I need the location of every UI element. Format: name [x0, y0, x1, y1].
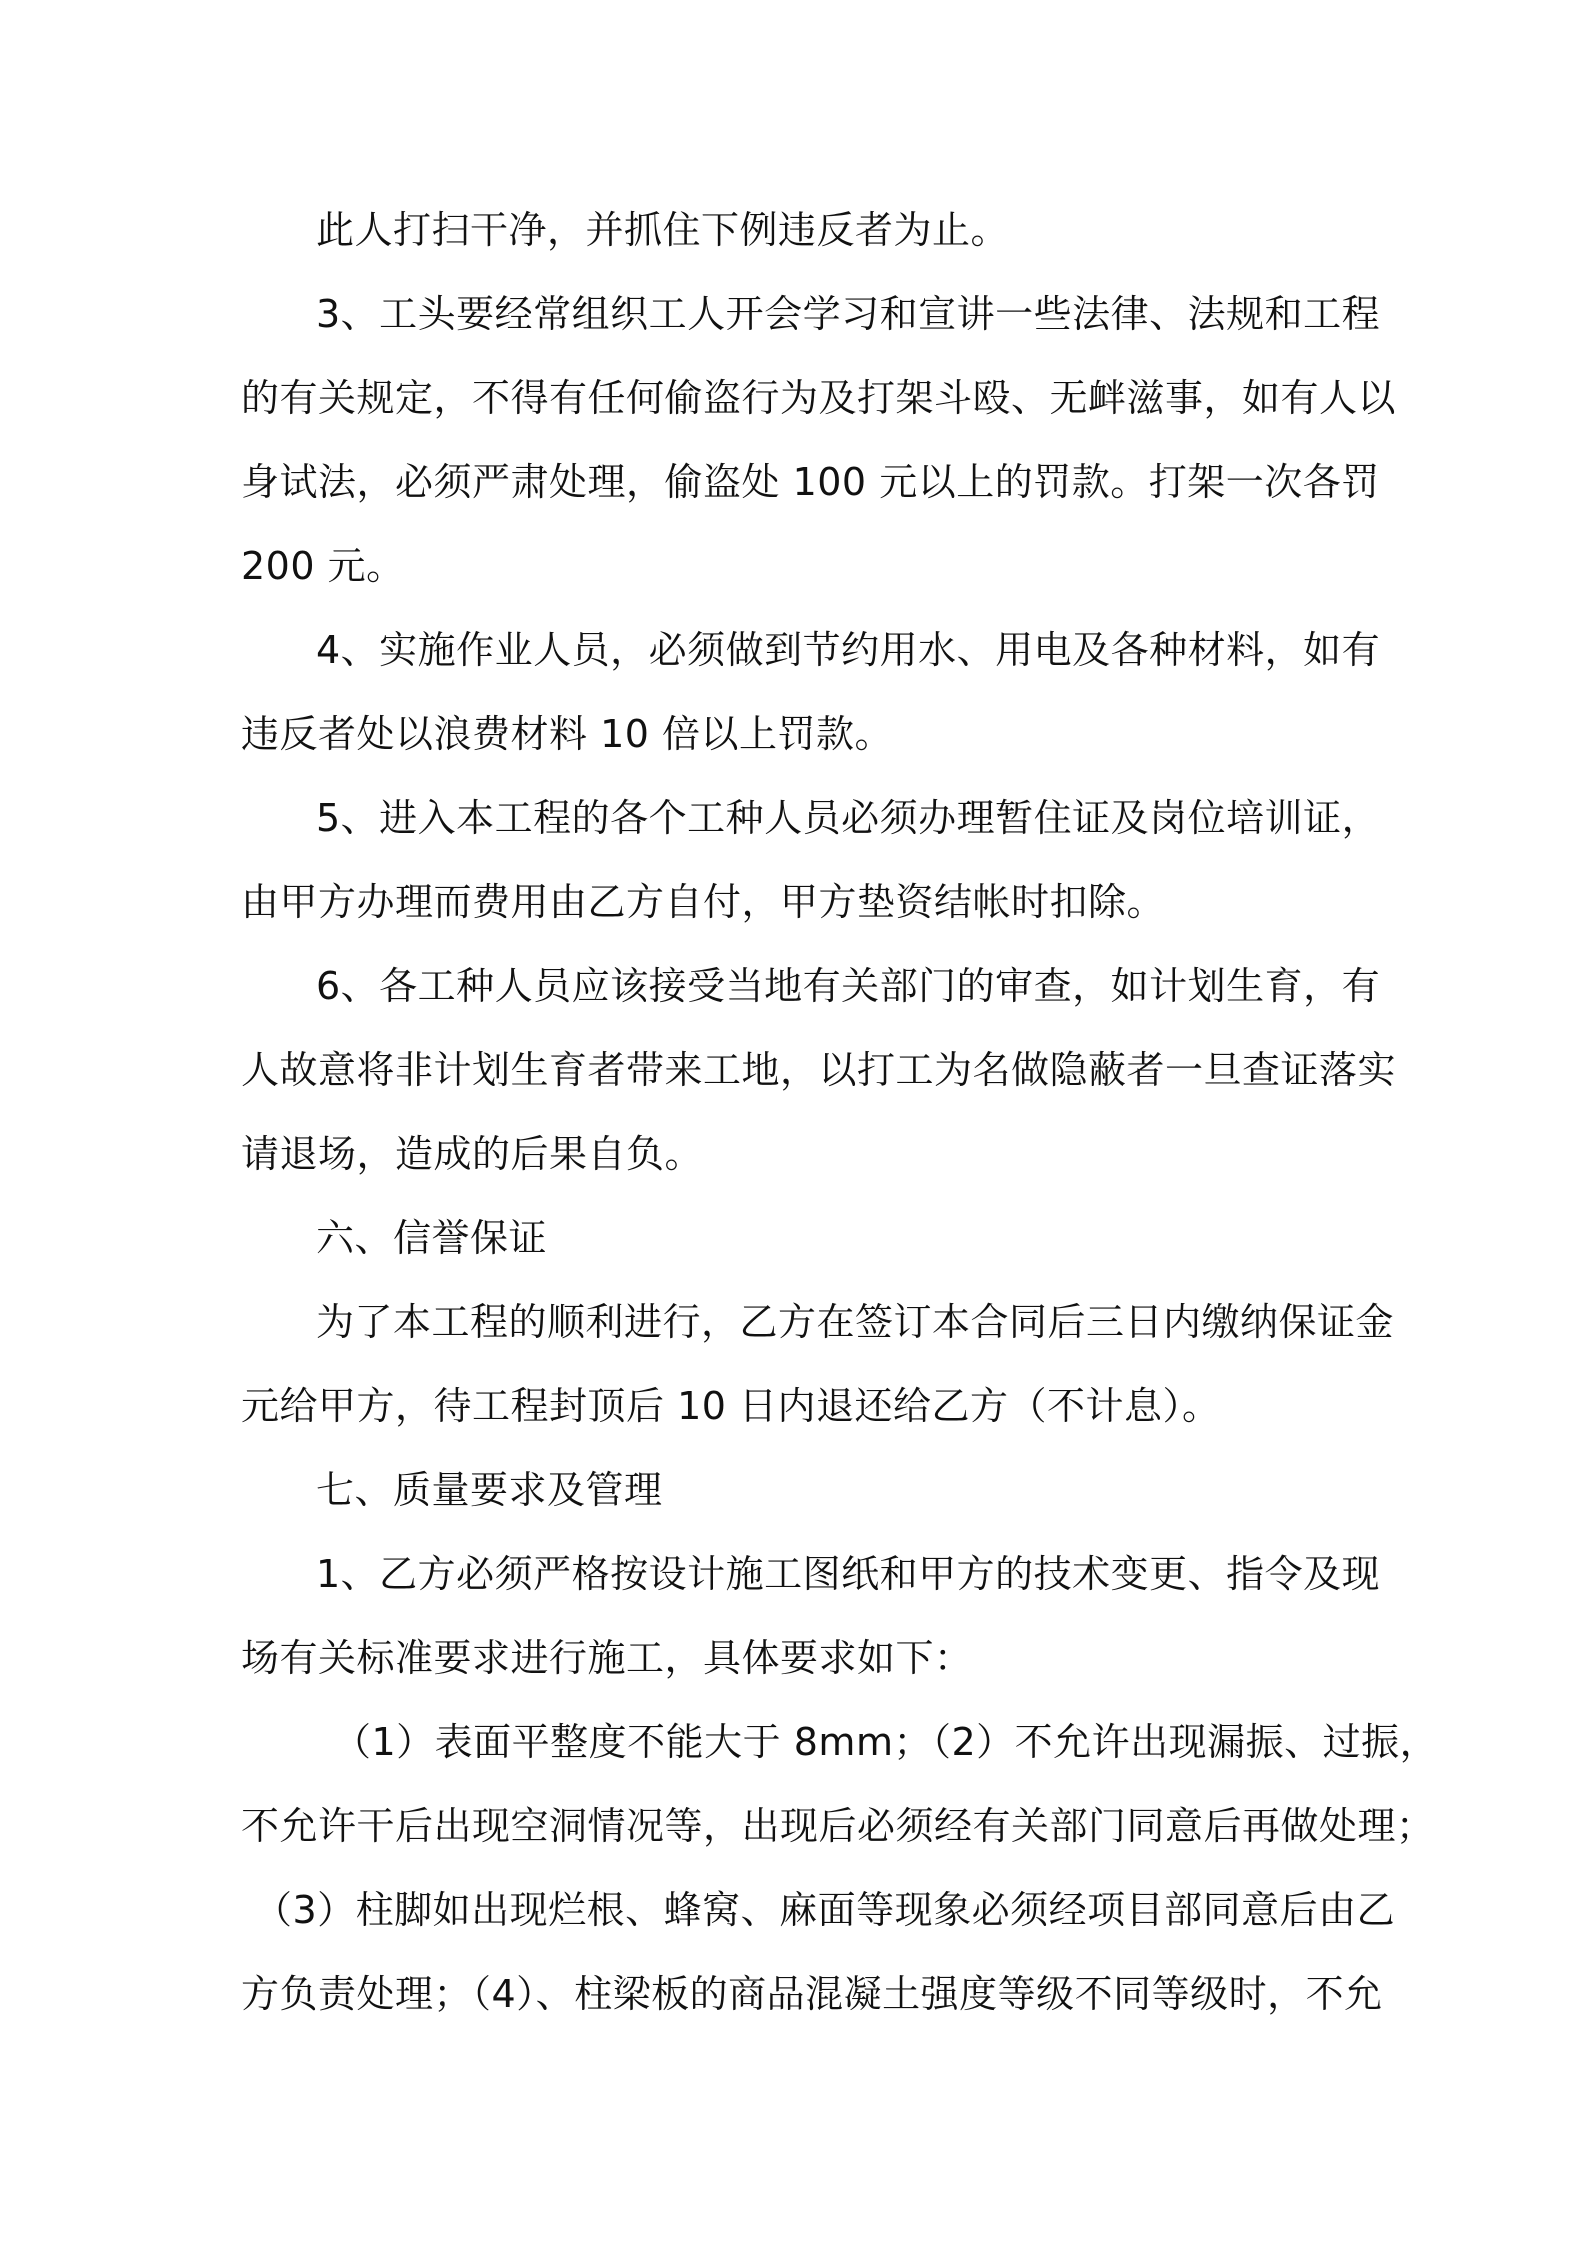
text-line: 违反者处以浪费材料 10 倍以上罚款。 — [241, 712, 894, 756]
text-line: 1、乙方必须严格按设计施工图纸和甲方的技术变更、指令及现 — [316, 1552, 1381, 1596]
text-line: （1）表面平整度不能大于 8mm；（2）不允许出现漏振、过振， — [333, 1720, 1439, 1764]
text-line: 元给甲方，待工程封顶后 10 日内退还给乙方（不计息）。 — [241, 1384, 1221, 1428]
text-line: 身试法，必须严肃处理，偷盗处 100 元以上的罚款。打架一次各罚 — [241, 460, 1380, 504]
text-line: 3、工头要经常组织工人开会学习和宣讲一些法律、法规和工程 — [316, 292, 1381, 336]
text-line: 200 元。 — [241, 544, 405, 588]
text-line: 不允许干后出现空洞情况等，出现后必须经有关部门同意后再做处理； — [241, 1804, 1435, 1848]
text-line: 的有关规定，不得有任何偷盗行为及打架斗殴、无衅滋事，如有人以 — [241, 376, 1397, 420]
text-line: 请退场，造成的后果自负。 — [241, 1132, 704, 1176]
text-line: 6、各工种人员应该接受当地有关部门的审查，如计划生育，有 — [316, 964, 1381, 1008]
text-line: 人故意将非计划生育者带来工地，以打工为名做隐蔽者一旦查证落实 — [241, 1048, 1397, 1092]
text-line: 4、实施作业人员，必须做到节约用水、用电及各种材料，如有 — [316, 628, 1381, 672]
text-line: 此人打扫干净，并抓住下例违反者为止。 — [316, 208, 1010, 252]
section-heading: 七、质量要求及管理 — [316, 1468, 663, 1512]
text-line: 为了本工程的顺利进行，乙方在签订本合同后三日内缴纳保证金 — [316, 1300, 1395, 1344]
section-heading: 六、信誉保证 — [316, 1216, 548, 1260]
text-line: 5、进入本工程的各个工种人员必须办理暂住证及岗位培训证， — [316, 796, 1381, 840]
text-line: 由甲方办理而费用由乙方自付，甲方垫资结帐时扣除。 — [241, 880, 1166, 924]
text-line: 方负责处理；（4）、柱梁板的商品混凝土强度等级不同等级时，不允 — [241, 1972, 1383, 2016]
text-line: （3）柱脚如出现烂根、蜂窝、麻面等现象必须经项目部同意后由乙 — [254, 1888, 1396, 1932]
text-line: 场有关标准要求进行施工，具体要求如下： — [241, 1636, 973, 1680]
